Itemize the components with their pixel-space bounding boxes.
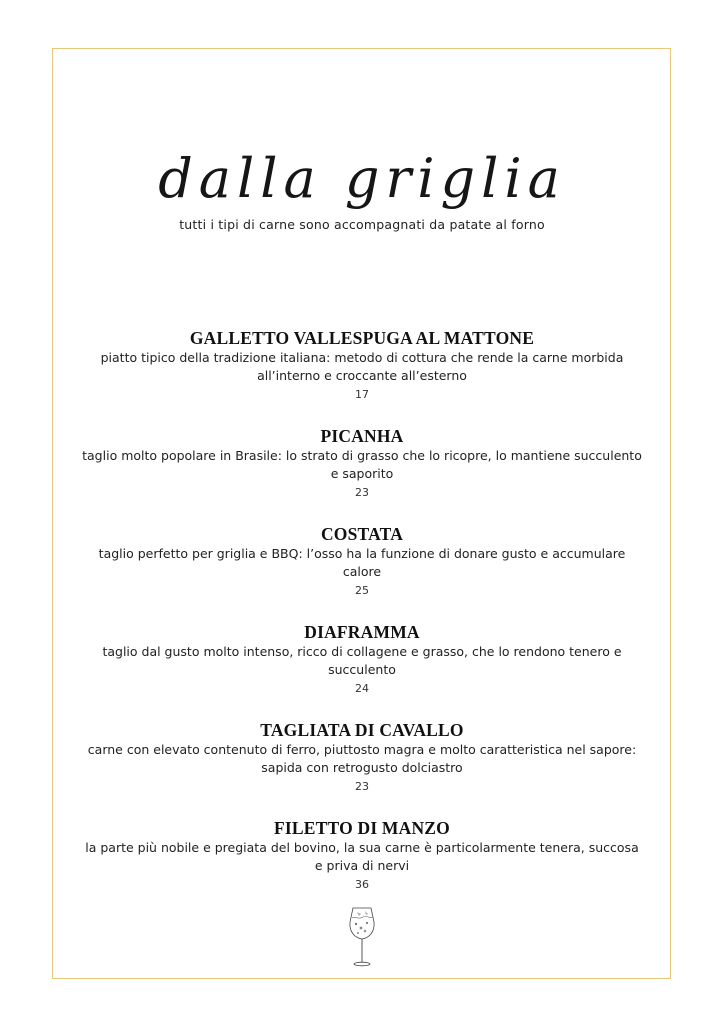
- menu-item-name: COSTATA: [320, 524, 404, 544]
- menu-item-name: GALLETTO VALLESPUGA AL MATTONE: [189, 328, 535, 348]
- menu-item-description: la parte più nobile e pregiata del bovino, la sua carne è particolarmente tenera, succosa e priva di nervi: [85, 840, 639, 873]
- menu-item: [80, 328, 644, 426]
- menu-item-name: FILETTO DI MANZO: [274, 818, 450, 838]
- menu-item-price: 24: [355, 682, 369, 695]
- menu-item-description: piatto tipico della tradizione italiana: metodo di cottura che rende la carne morbida all’interno e croccante all’esterno: [100, 350, 624, 383]
- menu-item-description: taglio perfetto per griglia e BBQ: l’osso ha la funzione di donare gusto e accumulare calore: [98, 546, 626, 579]
- menu-item-description: taglio molto popolare in Brasile: lo strato di grasso che lo ricopre, lo mantiene succulento e saporito: [82, 448, 642, 481]
- menu-item: [80, 818, 644, 916]
- menu-item: [80, 720, 644, 818]
- menu-item-price: 17: [355, 388, 369, 401]
- menu-list: [80, 328, 644, 916]
- menu-item-name: DIAFRAMMA: [304, 622, 420, 642]
- page-title: dalla griglia: [158, 147, 566, 210]
- menu-item-name: PICANHA: [320, 426, 404, 446]
- menu-item-name: TAGLIATA DI CAVALLO: [260, 720, 464, 740]
- menu-item-description: taglio dal gusto molto intenso, ricco di collagene e grasso, che lo rendono tenero e succulento: [102, 644, 622, 677]
- menu-item: [80, 622, 644, 720]
- menu-item: [80, 426, 644, 524]
- menu-item-price: 25: [355, 584, 369, 597]
- menu-item-price: 36: [355, 878, 369, 891]
- menu-item: [80, 524, 644, 622]
- menu-item-description: carne con elevato contenuto di ferro, piuttosto magra e molto caratteristica nel sapore: sapida con retrogusto dolciastro: [87, 742, 637, 775]
- wine-glass-icon: [347, 906, 377, 968]
- menu-item-price: 23: [355, 486, 369, 499]
- page-subtitle: tutti i tipi di carne sono accompagnati da patate al forno: [179, 217, 545, 232]
- menu-item-price: 23: [355, 780, 369, 793]
